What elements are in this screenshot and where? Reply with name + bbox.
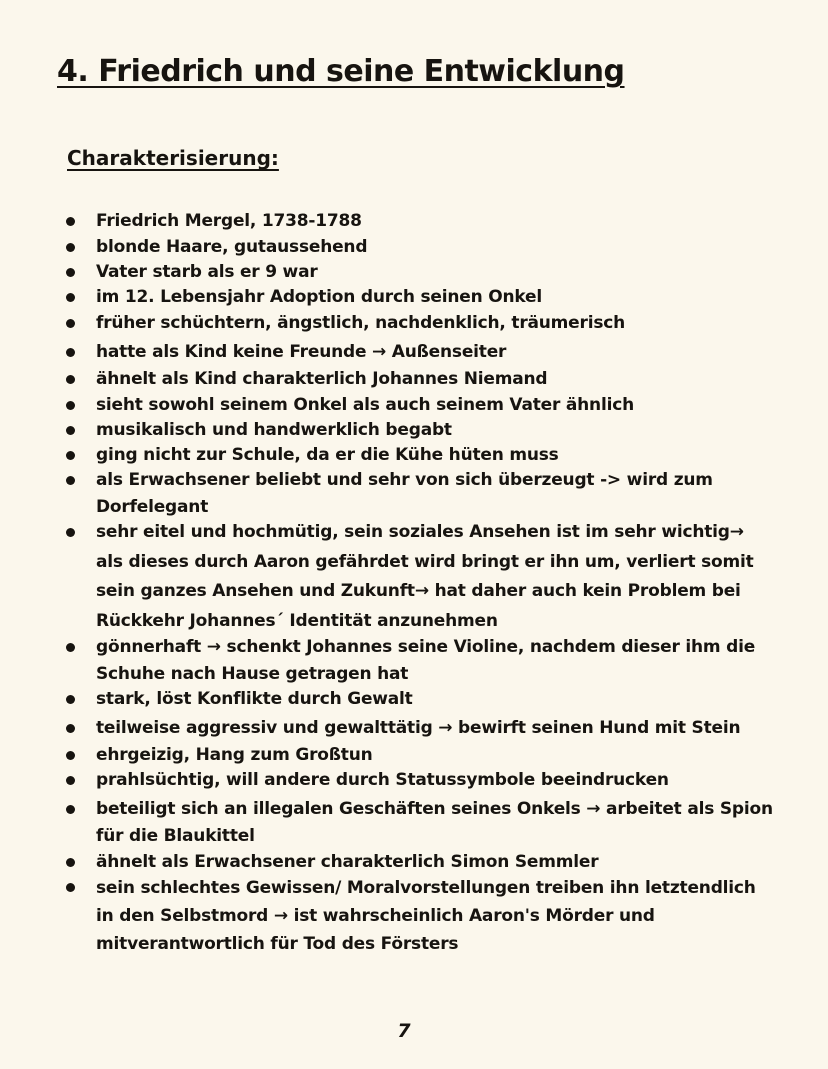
bullet-dot (66, 724, 75, 733)
list-item-text: beteiligt sich an illegalen Geschäften seines Onkels → arbeitet als Spion für die Blaukittel (96, 799, 773, 846)
list-item (96, 634, 776, 687)
bullet-dot (66, 401, 75, 410)
list-item (96, 796, 776, 849)
list-item-text: im 12. Lebensjahr Adoption durch seinen Onkel (96, 287, 542, 307)
list-item (96, 686, 776, 713)
list-item-text: gönnerhaft → schenkt Johannes seine Violine, nachdem dieser ihm die Schuhe nach Hause getragen hat (96, 637, 756, 684)
list-item-text: blonde Haare, gutaussehend (96, 237, 368, 257)
list-item-text: ähnelt als Erwachsener charakterlich Simon Semmler (96, 852, 599, 872)
bullet-dot (66, 451, 75, 460)
list-item (96, 392, 776, 419)
bullet-dot (66, 293, 75, 302)
list-item (96, 310, 776, 337)
list-item (96, 874, 776, 958)
bullet-dot (66, 243, 75, 252)
list-item-text: Vater starb als er 9 war (96, 262, 318, 282)
bullet-dot (66, 528, 75, 537)
list-item (96, 417, 776, 444)
bullet-dot (66, 426, 75, 435)
list-item-text: ging nicht zur Schule, da er die Kühe hüten muss (96, 445, 559, 465)
list-item-text: als Erwachsener beliebt und sehr von sich überzeugt -> wird zum Dorfelegant (96, 470, 713, 517)
list-item-text: musikalisch und handwerklich begabt (96, 420, 452, 440)
list-item-text: stark, löst Konflikte durch Gewalt (96, 689, 413, 709)
bullet-dot (66, 858, 75, 867)
list-item-text: ehrgeizig, Hang zum Großtun (96, 745, 373, 765)
list-item (96, 259, 776, 286)
list-item-text: sieht sowohl seinem Onkel als auch seinem Vater ähnlich (96, 395, 634, 415)
list-item (96, 284, 776, 311)
list-item-text: sehr eitel und hochmütig, sein soziales Ansehen ist im sehr wichtig→ als dieses durch Aaron gefährdet wird bringt er ihn um, verliert somit sein ganzes Ansehen und Zukunft→ hat daher auch kein Problem bei Rückkehr Johannes´ Identität anzunehmen (96, 522, 754, 631)
list-item (96, 849, 776, 876)
bullet-dot (66, 375, 75, 384)
section-heading: Charakterisierung: (67, 146, 279, 170)
list-item (96, 442, 776, 469)
list-item (96, 366, 776, 393)
list-item-text: sein schlechtes Gewissen/ Moralvorstellungen treiben ihn letztendlich in den Selbstmord → ist wahrscheinlich Aaron's Mörder und mitverantwortlich für Tod des Försters (96, 878, 756, 954)
bullet-dot (66, 643, 75, 652)
list-item (96, 339, 776, 366)
bullet-dot (66, 751, 75, 760)
list-item-text: ähnelt als Kind charakterlich Johannes Niemand (96, 369, 548, 389)
list-item (96, 518, 776, 636)
list-item (96, 234, 776, 261)
page-title: 4. Friedrich und seine Entwicklung (57, 54, 625, 89)
list-item-text: hatte als Kind keine Freunde → Außenseiter (96, 342, 507, 362)
list-item (96, 208, 776, 235)
list-item (96, 467, 776, 520)
list-item-text: Friedrich Mergel, 1738-1788 (96, 211, 362, 231)
list-item (96, 715, 776, 742)
list-item-text: prahlsüchtig, will andere durch Statussymbole beeindrucken (96, 770, 669, 790)
bullet-dot (66, 476, 75, 485)
bullet-dot (66, 348, 75, 357)
bullet-dot (66, 268, 75, 277)
bullet-dot (66, 805, 75, 814)
bullet-dot (66, 695, 75, 704)
list-item-text: teilweise aggressiv und gewalttätig → bewirft seinen Hund mit Stein (96, 718, 741, 738)
list-item (96, 767, 776, 794)
bullet-dot (66, 883, 75, 892)
bullet-dot (66, 776, 75, 785)
page-number: 7 (397, 1020, 411, 1042)
list-item (96, 742, 776, 769)
bullet-dot (66, 319, 75, 328)
list-item-text: früher schüchtern, ängstlich, nachdenklich, träumerisch (96, 313, 626, 333)
bullet-dot (66, 217, 75, 226)
